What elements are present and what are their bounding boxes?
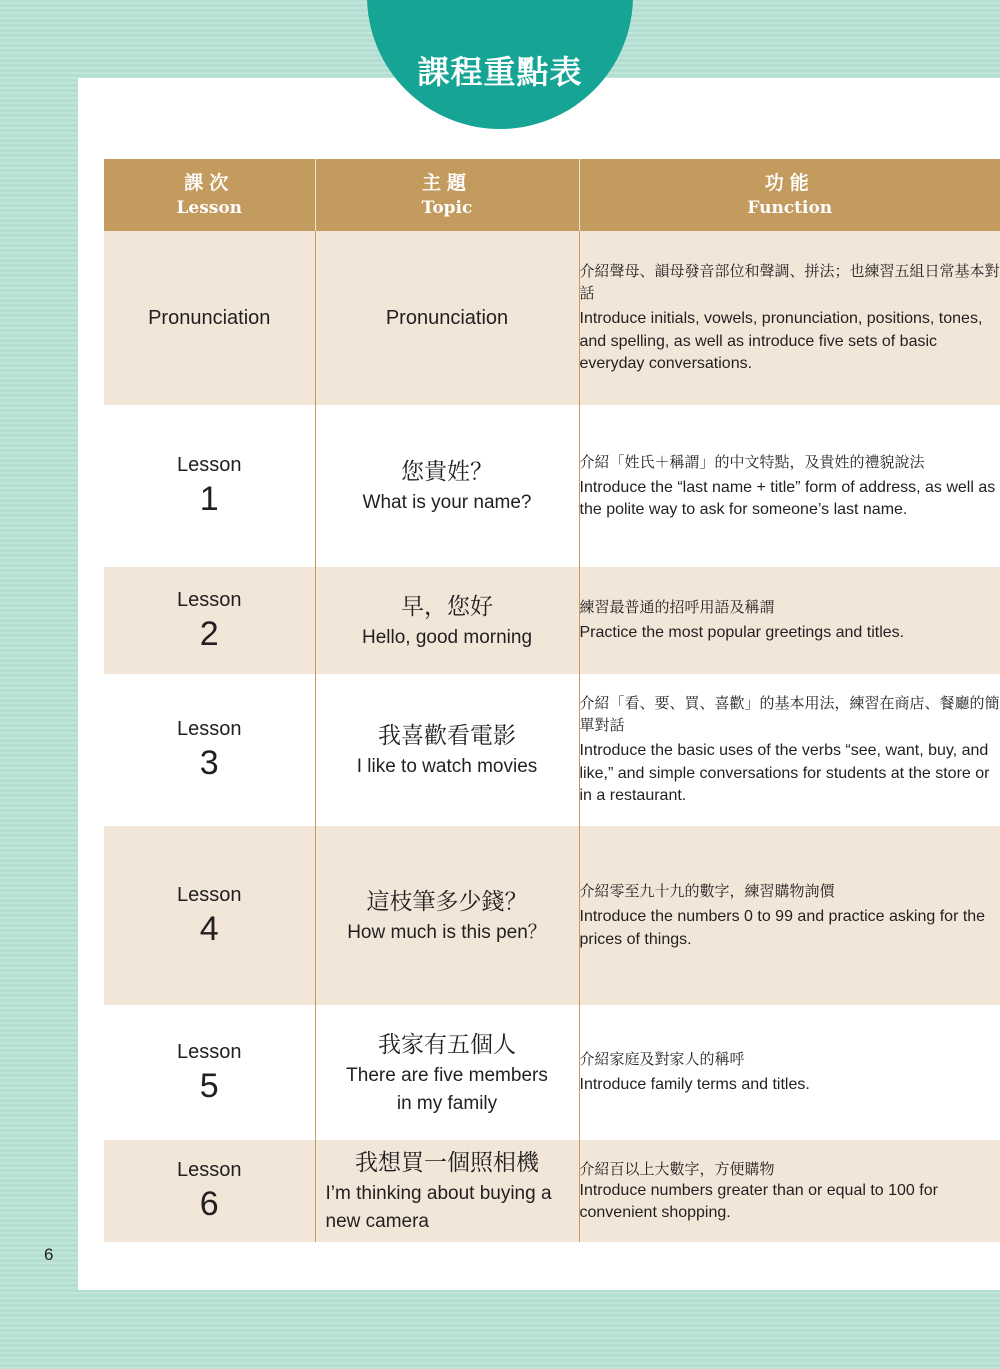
- table-row: [104, 1140, 1000, 1242]
- function-cell: [579, 826, 1000, 1005]
- function-zh: 介紹零至九十九的數字，練習購物詢價: [579, 882, 835, 900]
- lesson-number: 6: [199, 1185, 219, 1223]
- topic-zh: 我家有五個人: [378, 1031, 516, 1058]
- topic-en: How much is this pen？: [347, 921, 547, 943]
- topic-cell: [315, 826, 579, 1005]
- lesson-cell: [104, 674, 315, 826]
- topic-cell: [315, 231, 579, 405]
- topic-zh: 我想買一個照相機: [355, 1150, 539, 1176]
- topic-cell: [315, 1140, 579, 1242]
- function-zh: 介紹聲母、韻母發音部位和聲調、拼法；也練習五組日常基本對話: [579, 262, 1000, 303]
- function-zh: 練習最普通的招呼用語及稱謂: [579, 598, 775, 617]
- lesson-number: 5: [199, 1066, 219, 1105]
- table-row: [104, 826, 1000, 1005]
- function-zh: 介紹「看、要、買、喜歡」的基本用法，練習在商店、餐廳的簡單對話: [579, 694, 1000, 735]
- function-zh: 介紹家庭及對家人的稱呼: [579, 1050, 745, 1069]
- lesson-cell: [104, 826, 315, 1005]
- function-en: Introduce the basic uses of the verbs “see, want, buy, and like,” and simple conversations for students at the store or in a restaurant.: [579, 742, 990, 805]
- topic-cell: [315, 1005, 579, 1140]
- lesson-cell: [104, 1005, 315, 1140]
- lesson-cell: [104, 1140, 315, 1242]
- function-cell: [579, 567, 1000, 674]
- function-cell: [579, 1005, 1000, 1140]
- lesson-number: 3: [199, 744, 219, 782]
- header-function: [579, 159, 1000, 231]
- function-cell: [579, 1140, 1000, 1242]
- table-row: [104, 674, 1000, 826]
- lesson-word: Lesson: [177, 718, 242, 740]
- topic-zh: 這枝筆多少錢？: [366, 888, 528, 915]
- lesson-overview-table: [104, 159, 1000, 1242]
- page-number: 6: [44, 1245, 54, 1264]
- topic-zh: 您貴姓？: [401, 459, 493, 485]
- topic-en: There are five members in my family: [346, 1064, 548, 1114]
- topic-en: What is your name?: [362, 492, 532, 513]
- table-header-row: [104, 159, 1000, 231]
- page-title: 課程重點表: [417, 53, 583, 91]
- header-function-en: Function: [747, 198, 833, 218]
- header-topic-en: Topic: [421, 198, 473, 218]
- topic-zh: 我喜歡看電影: [378, 723, 516, 749]
- table-row: [104, 1005, 1000, 1140]
- header-lesson-zh: 課次: [184, 172, 235, 194]
- function-en: Introduce initials, vowels, pronunciation, positions, tones, and spelling, as well as introduce five sets of basic everyday conversations.: [579, 310, 983, 373]
- function-en: Introduce the “last name + title” form of address, as well as the polite way to ask for someone’s last name.: [579, 478, 996, 518]
- topic-zh: 早，您好: [401, 593, 493, 620]
- lesson-word: Lesson: [177, 1040, 242, 1063]
- lesson-cell: [104, 231, 315, 405]
- lesson-word: Lesson: [177, 588, 242, 611]
- lesson-number: 1: [199, 480, 219, 518]
- lesson-word: Lesson: [177, 454, 242, 476]
- function-cell: [579, 405, 1000, 567]
- header-lesson-en: Lesson: [176, 198, 243, 218]
- header-topic-zh: 主題: [421, 172, 472, 194]
- lesson-word: Lesson: [177, 1159, 242, 1181]
- topic-cell: [315, 567, 579, 674]
- table-row: [104, 231, 1000, 405]
- topic-cell: [315, 405, 579, 567]
- lesson-cell: [104, 405, 315, 567]
- header-lesson: [104, 159, 315, 231]
- lesson-number: 2: [199, 614, 219, 653]
- topic-label: Pronunciation: [385, 307, 509, 329]
- function-zh: 介紹百以上大數字，方便購物: [579, 1159, 775, 1178]
- table-row: [104, 405, 1000, 567]
- function-en: Introduce the numbers 0 to 99 and practice asking for the prices of things.: [579, 908, 986, 948]
- lesson-cell: [104, 567, 315, 674]
- function-en: Practice the most popular greetings and titles.: [579, 624, 905, 642]
- header-topic: [315, 159, 579, 231]
- header-function-zh: 功能: [764, 172, 815, 194]
- topic-en: I’m thinking about buying a new camera: [325, 1183, 552, 1232]
- topic-en: Hello, good morning: [361, 626, 533, 648]
- topic-en: I like to watch movies: [356, 756, 538, 777]
- function-zh: 介紹「姓氏＋稱謂」的中文特點，及貴姓的禮貌說法: [579, 452, 925, 471]
- function-cell: [579, 674, 1000, 826]
- function-cell: [579, 231, 1000, 405]
- table-row: [104, 567, 1000, 674]
- function-en: Introduce family terms and titles.: [579, 1076, 810, 1094]
- lesson-word: Lesson: [177, 883, 242, 906]
- lesson-label: Pronunciation: [148, 307, 271, 329]
- topic-cell: [315, 674, 579, 826]
- lesson-number: 4: [199, 909, 219, 948]
- function-en: Introduce numbers greater than or equal to 100 for convenient shopping.: [579, 1181, 938, 1221]
